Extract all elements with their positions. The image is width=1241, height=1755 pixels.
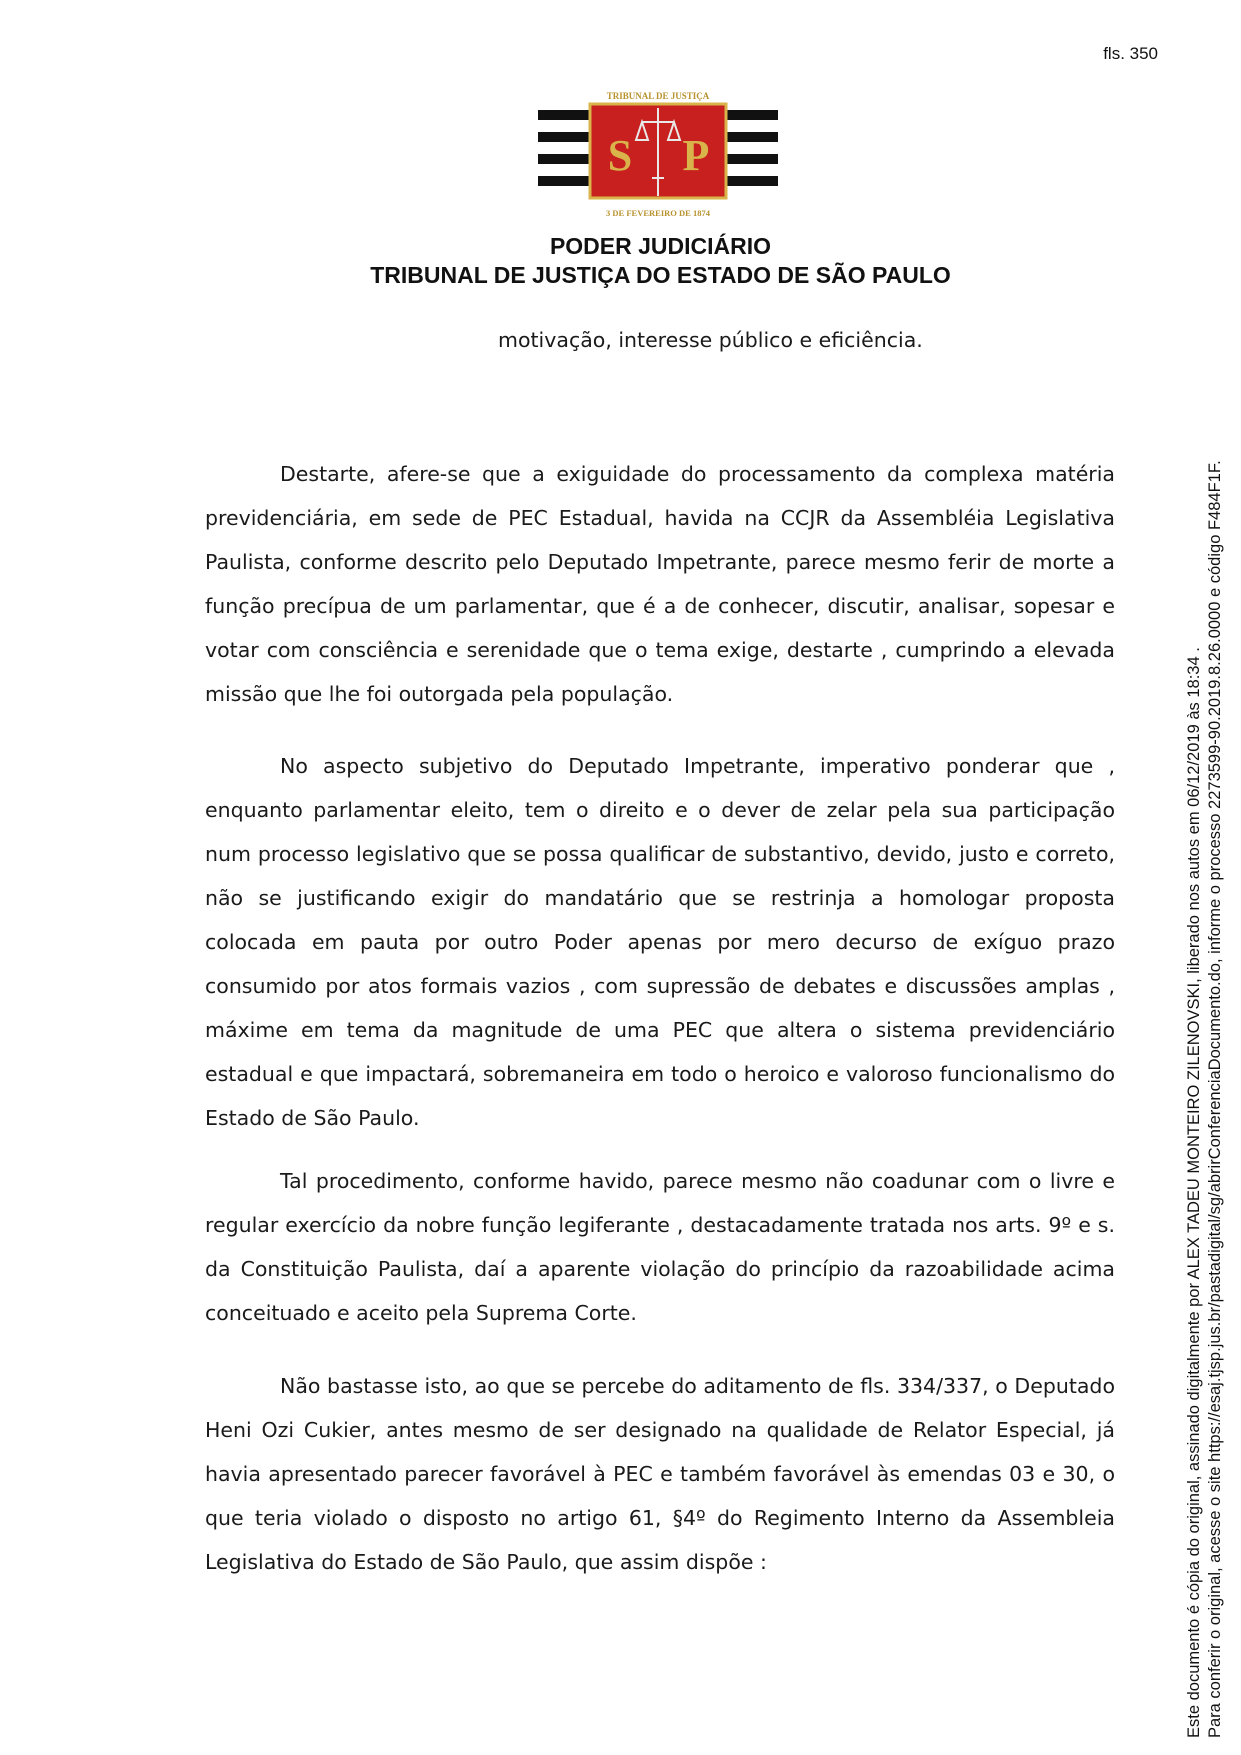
paragraph-2: No aspecto subjetivo do Deputado Impetrante, imperativo ponderar que , enquanto parlamentar eleito, tem o direito e o dever de zelar pela sua participação num processo legislativo que se possa qualificar de substantivo, devido, justo e correto, não se justificando exigir do mandatário que se restrinja a homologar proposta colocada em pauta por outro Poder apenas por mero decurso de exíguo prazo consumido por atos formais vazios , com supressão de debates e discussões amplas , máxime em tema da magnitude de uma PEC que altera o sistema previdenciário estadual e que impactará, sobremaneira em todo o heroico e valoroso funcionalismo do Estado de São Paulo. bbox=[205, 754, 1115, 1130]
header-line-2: TRIBUNAL DE JUSTIÇA DO ESTADO DE SÃO PAULO bbox=[370, 262, 951, 288]
signature-note-line-2: Para conferir o original, acesse o site https://esaj.tjsp.jus.br/pastadigital/sg/abrirConferenciaDocumento.do, informe o processo 2273599-90.2019.8.26.0000 e código F484F1F. bbox=[1206, 460, 1224, 1738]
page-number: fls. 350 bbox=[1103, 44, 1158, 63]
paragraph-1: Destarte, afere-se que a exiguidade do processamento da complexa matéria previdenciária, em sede de PEC Estadual, havida na CCJR da Assembléia Legislativa Paulista, conforme descrito pelo Deputado Impetrante, parece mesmo ferir de morte a função precípua de um parlamentar, que é a de conhecer, discutir, analisar, sopesar e votar com consciência e serenidade que o tema exige, destarte , cumprindo a elevada missão que lhe foi outorgada pela população. bbox=[205, 462, 1115, 706]
paragraph-3: Tal procedimento, conforme havido, parece mesmo não coadunar com o livre e regular exercício da nobre função legiferante , destacadamente tratada nos arts. 9º e s. da Constituição Paulista, daí a aparente violação do princípio da razoabilidade acima conceituado e aceito pela Suprema Corte. bbox=[205, 1169, 1115, 1325]
header-line-1: PODER JUDICIÁRIO bbox=[549, 233, 772, 259]
seal-top-text: TRIBUNAL DE JUSTIÇA bbox=[606, 91, 710, 101]
seal-letter-s: S bbox=[607, 131, 633, 180]
seal-bottom-text: 3 DE FEVEREIRO DE 1874 bbox=[606, 208, 710, 218]
paragraph-fragment: motivação, interesse público e eficiência. bbox=[498, 328, 923, 352]
court-seal-logo bbox=[538, 88, 778, 220]
document-header bbox=[0, 232, 1241, 290]
paragraph-4: Não bastasse isto, ao que se percebe do aditamento de fls. 334/337, o Deputado Heni Ozi Cukier, antes mesmo de ser designado na qualidade de Relator Especial, já havia apresentado parecer favorável à PEC e também favorável às emendas 03 e 30, o que teria violado o disposto no artigo 61, §4º do Regimento Interno da Assembleia Legislativa do Estado de São Paulo, que assim dispõe : bbox=[205, 1374, 1115, 1574]
digital-signature-note bbox=[1184, 460, 1226, 1738]
seal-letter-p: P bbox=[682, 131, 710, 180]
signature-note-line-1: Este documento é cópia do original, assinado digitalmente por ALEX TADEU MONTEIRO ZILENOVSKI, liberado nos autos em 06/12/2019 às 18:34 . bbox=[1185, 647, 1203, 1738]
